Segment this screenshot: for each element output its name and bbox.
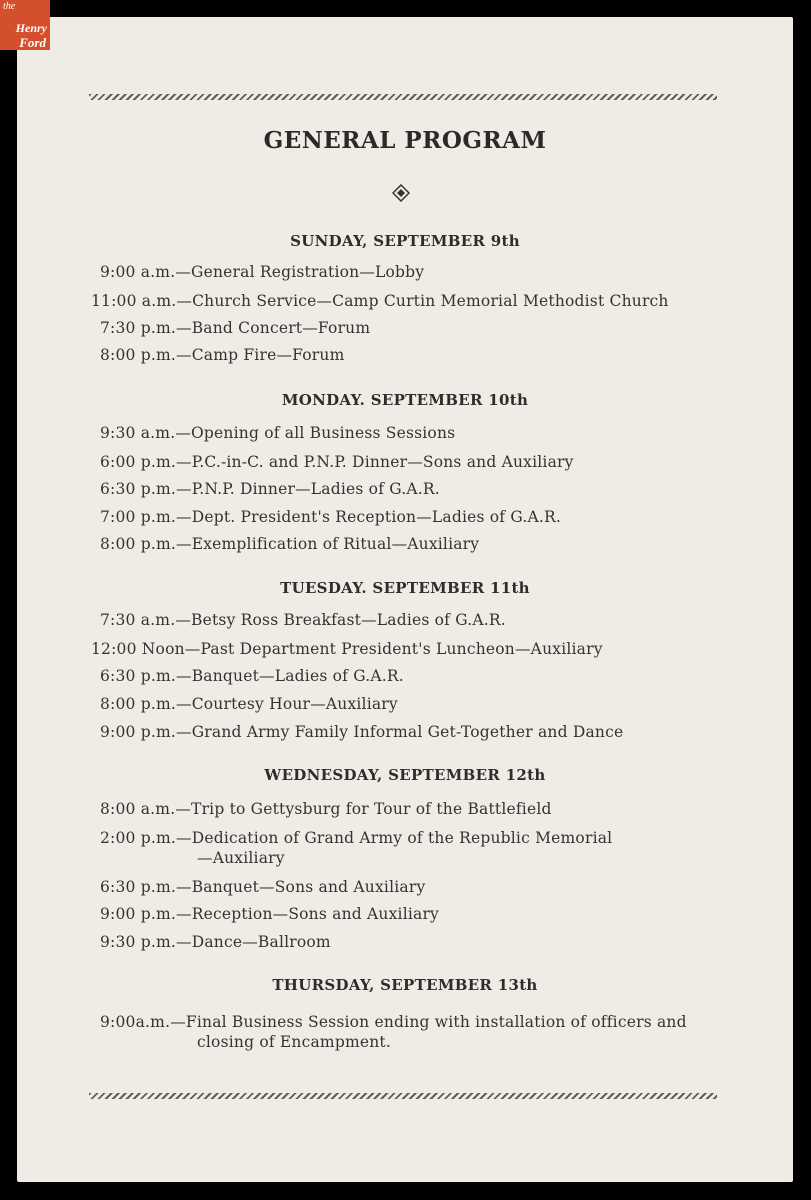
list-item: 9:00 p.m.—Grand Army Family Informal Get-Together and Dance	[100, 723, 624, 741]
list-item: 2:00 p.m.—Dedication of Grand Army of the Republic Memorial	[100, 829, 613, 847]
list-item: 6:30 p.m.—Banquet—Sons and Auxiliary	[100, 878, 426, 896]
list-item: 6:30 p.m.—Banquet—Ladies of G.A.R.	[100, 667, 404, 685]
decorative-rule-bottom	[89, 1093, 717, 1099]
list-item: 9:30 a.m.—Opening of all Business Sessions	[100, 424, 456, 442]
list-item: 8:00 a.m.—Trip to Gettysburg for Tour of the Battlefield	[100, 800, 552, 818]
logo-henry: Henry	[15, 21, 47, 35]
decorative-rule-top	[89, 94, 717, 100]
list-item: 8:00 p.m.—Camp Fire—Forum	[100, 346, 345, 364]
list-item: 12:00 Noon—Past Department President's Luncheon—Auxiliary	[91, 640, 603, 658]
list-item-continuation: —Auxiliary	[197, 849, 285, 867]
day-heading-sunday: SUNDAY, SEPTEMBER 9th	[290, 232, 520, 250]
list-item: 7:30 a.m.—Betsy Ross Breakfast—Ladies of G.A.R.	[100, 611, 506, 629]
list-item: 7:00 p.m.—Dept. President's Reception—Ladies of G.A.R.	[100, 508, 562, 526]
logo-ford: Ford	[19, 35, 46, 50]
henry-ford-logo	[0, 0, 50, 50]
list-item: 9:00 a.m.—General Registration—Lobby	[100, 263, 425, 281]
program-page	[17, 17, 793, 1182]
list-item: 6:00 p.m.—P.C.-in-C. and P.N.P. Dinner—Sons and Auxiliary	[100, 453, 574, 471]
list-item-continuation: closing of Encampment.	[197, 1033, 391, 1051]
day-heading-tuesday: TUESDAY. SEPTEMBER 11th	[280, 579, 530, 597]
list-item: 11:00 a.m.—Church Service—Camp Curtin Memorial Methodist Church	[91, 292, 669, 310]
list-item: 9:00a.m.—Final Business Session ending with installation of officers and	[100, 1013, 687, 1031]
list-item: 8:00 p.m.—Exemplification of Ritual—Auxiliary	[100, 535, 480, 553]
day-heading-monday: MONDAY. SEPTEMBER 10th	[281, 391, 529, 409]
page-title: GENERAL PROGRAM	[263, 127, 547, 154]
day-heading-wednesday: WEDNESDAY, SEPTEMBER 12th	[264, 766, 546, 784]
list-item: 7:30 p.m.—Band Concert—Forum	[100, 319, 371, 337]
list-item: 9:00 p.m.—Reception—Sons and Auxiliary	[100, 905, 440, 923]
day-heading-thursday: THURSDAY, SEPTEMBER 13th	[272, 976, 538, 994]
list-item: 8:00 p.m.—Courtesy Hour—Auxiliary	[100, 695, 398, 713]
diamond-ornament-icon	[392, 184, 410, 202]
list-item: 6:30 p.m.—P.N.P. Dinner—Ladies of G.A.R.	[100, 480, 440, 498]
list-item: 9:30 p.m.—Dance—Ballroom	[100, 933, 331, 951]
logo-the: the	[3, 1, 16, 12]
